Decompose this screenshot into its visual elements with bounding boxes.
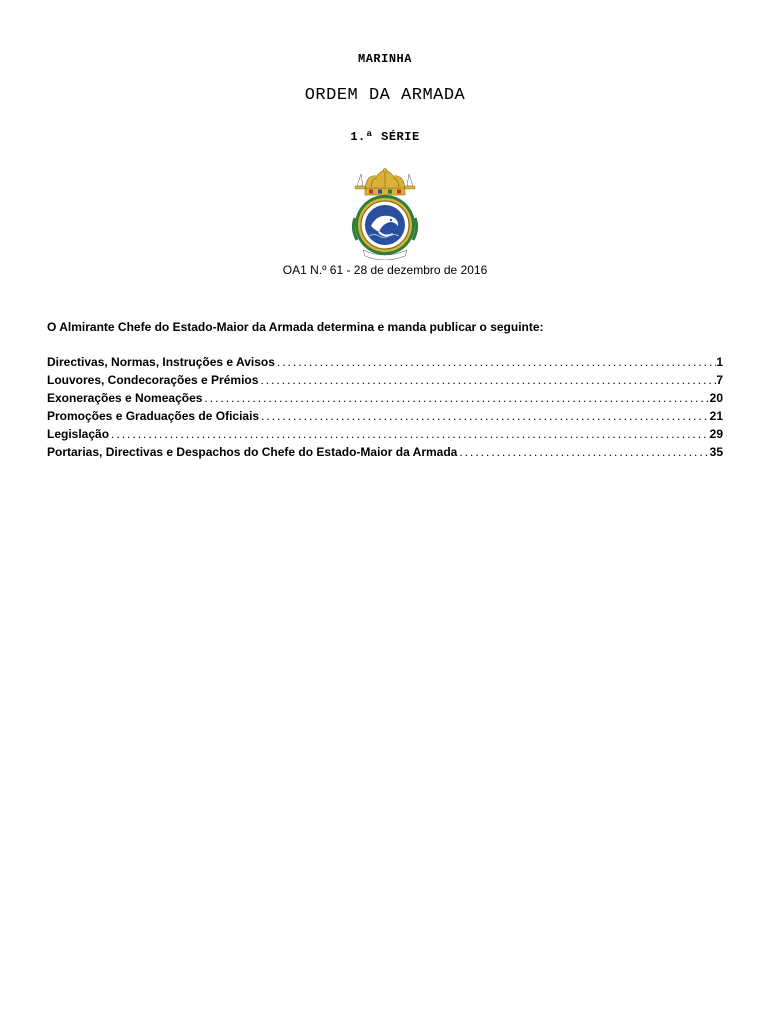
toc-entry-page: 21 (709, 409, 723, 423)
toc-entry-page: 1 (716, 355, 723, 369)
toc-entry-page: 20 (709, 391, 723, 405)
toc-entry-exoneracoes[interactable] (47, 391, 723, 409)
toc-entry-label: Louvores, Condecorações e Prémios (47, 373, 259, 387)
toc-leader-dots (258, 373, 716, 387)
toc-entry-label: Legislação (47, 427, 110, 441)
toc-entry-promocoes[interactable] (47, 409, 723, 427)
issue-number-date: OA1 N.º 61 - 28 de dezembro de 2016 (282, 263, 488, 277)
toc-entry-page: 7 (716, 373, 723, 387)
toc-leader-dots (202, 391, 709, 405)
navy-coat-of-arms-icon (343, 168, 427, 260)
toc-entry-portarias[interactable] (47, 445, 723, 463)
toc-entry-directivas[interactable] (47, 355, 723, 373)
institution-title: MARINHA (358, 52, 412, 66)
intro-statement: O Almirante Chefe do Estado-Maior da Armada determina e manda publicar o seguinte: (47, 320, 544, 334)
toc-entry-page: 35 (709, 445, 723, 459)
toc-leader-dots (275, 355, 716, 369)
toc-entry-label: Directivas, Normas, Instruções e Avisos (47, 355, 275, 369)
toc-entry-label: Exonerações e Nomeações (47, 391, 203, 405)
toc-entry-label: Portarias, Directivas e Despachos do Chefe do Estado-Maior da Armada (47, 445, 458, 459)
table-of-contents (47, 355, 723, 463)
toc-leader-dots (457, 445, 709, 459)
toc-entry-label: Promoções e Graduações de Oficiais (47, 409, 260, 423)
toc-leader-dots (259, 409, 710, 423)
publication-title: ORDEM DA ARMADA (304, 86, 466, 105)
toc-entry-legislacao[interactable] (47, 427, 723, 445)
series-title: 1.ª SÉRIE (350, 130, 420, 144)
toc-leader-dots (109, 427, 710, 441)
toc-entry-louvores[interactable] (47, 373, 723, 391)
toc-entry-page: 29 (709, 427, 723, 441)
